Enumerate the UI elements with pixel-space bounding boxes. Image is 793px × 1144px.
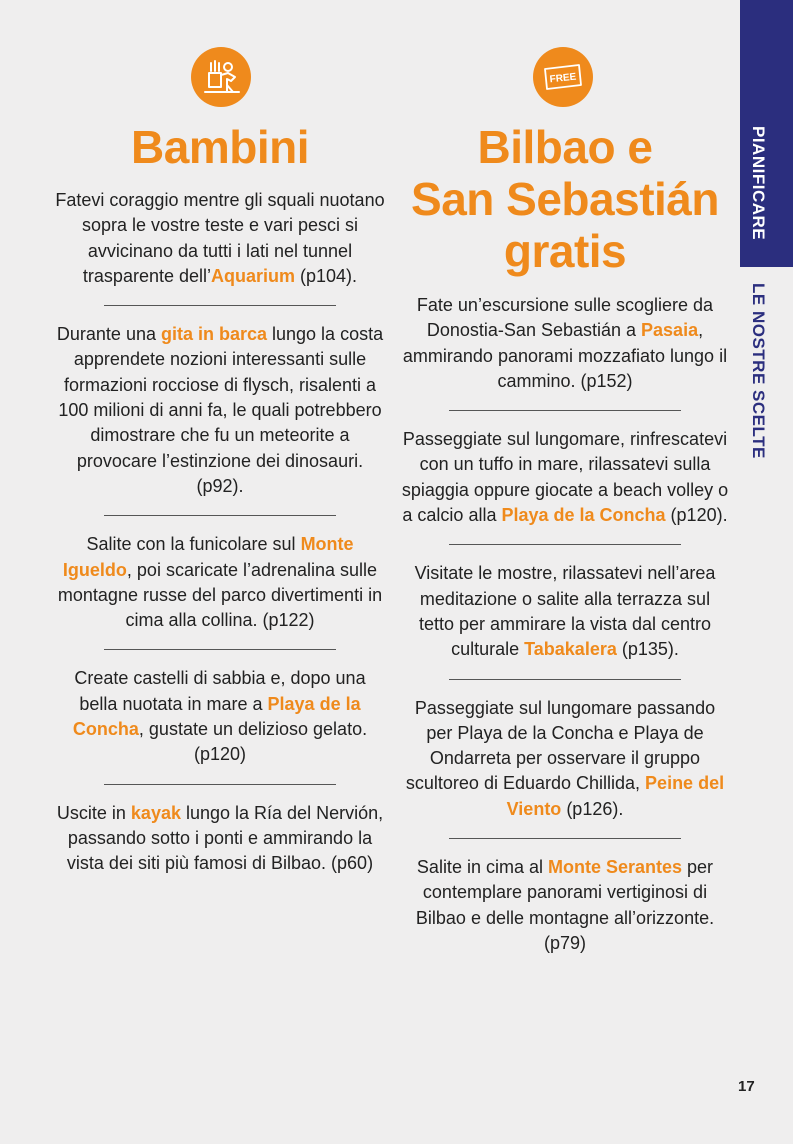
free-title-line-1: Bilbao e bbox=[477, 121, 653, 173]
highlight-link[interactable]: Aquarium bbox=[211, 265, 296, 286]
divider bbox=[104, 784, 336, 785]
divider bbox=[449, 410, 681, 411]
highlight-link[interactable]: gita in barca bbox=[160, 324, 268, 345]
divider bbox=[449, 544, 681, 545]
free-entries bbox=[398, 293, 732, 956]
children-entries bbox=[52, 188, 388, 877]
entry-text: (p126). bbox=[561, 798, 624, 819]
entry-text: lungo la Ría del Nervión, passando sotto i ponti e ammirando la vista dei siti più famosi di Bilbao. (p60) bbox=[66, 802, 384, 874]
entry-paragraph bbox=[398, 855, 732, 956]
entry-text: per contemplare panorami vertiginosi di Bilbao e delle montagne all’orizzonte. (p79) bbox=[415, 857, 715, 953]
entry-paragraph bbox=[52, 532, 388, 633]
highlight-link[interactable]: kayak bbox=[130, 802, 181, 823]
entry-text: , poi scaricate l’adrenalina sulle montagne russe del parco divertimenti in cima alla collina. (p122) bbox=[57, 559, 383, 631]
highlight-link[interactable]: Monte Igueldo bbox=[62, 534, 354, 580]
entry-text: (p120). bbox=[665, 505, 728, 526]
section-label: PIANIFICARE bbox=[749, 126, 768, 241]
entry-paragraph bbox=[398, 427, 732, 528]
entry-paragraph bbox=[52, 322, 388, 499]
free-title bbox=[398, 121, 732, 277]
entry-text: Passeggiate sul lungomare, rinfrescatevi con un tuffo in mare, rilassatevi sulla spiaggia oppure giocate a beach volley o a calcio alla bbox=[401, 429, 729, 526]
divider bbox=[104, 649, 336, 650]
free-title-line-2: San Sebastián bbox=[411, 173, 719, 225]
entry-text: Passeggiate sul lungomare passando per Playa de la Concha e Playa de Ondarreta per osservare il gruppo scultoreo di Eduardo Chillida, bbox=[405, 697, 716, 794]
free-label: FREE bbox=[549, 71, 577, 86]
highlight-link[interactable]: Tabakalera bbox=[524, 639, 617, 660]
entry-text: Salite con la funicolare sul bbox=[86, 534, 301, 555]
entry-paragraph bbox=[52, 801, 388, 877]
entry-paragraph bbox=[52, 188, 388, 289]
entry-text: Salite in cima al bbox=[416, 857, 548, 878]
highlight-link[interactable]: Monte Serantes bbox=[547, 857, 683, 878]
divider bbox=[104, 305, 336, 306]
page-number: 17 bbox=[738, 1078, 755, 1095]
subsection-label: LE NOSTRE SCELTE bbox=[749, 283, 768, 459]
divider bbox=[449, 838, 681, 839]
highlight-link[interactable]: Peine del Viento bbox=[506, 773, 725, 819]
highlight-link[interactable]: Pasaia bbox=[641, 320, 699, 341]
entry-text: , gustate un delizioso gelato. (p120) bbox=[138, 719, 368, 765]
entry-paragraph bbox=[398, 696, 732, 822]
entry-text: Create castelli di sabbia e, dopo una bella nuotata in mare a bbox=[74, 668, 366, 714]
child-play-icon bbox=[191, 47, 251, 107]
entry-text: (p104). bbox=[295, 265, 358, 286]
entry-text: , ammirando panorami mozzafiato lungo il cammino. (p152) bbox=[402, 320, 728, 391]
entry-text: (p135). bbox=[616, 639, 679, 660]
divider bbox=[104, 515, 336, 516]
children-title: Bambini bbox=[131, 121, 309, 173]
entry-text: Visitate le mostre, rilassatevi nell’area meditazione o salite alla terrazza sul tetto per ammirare la vista dal centro culturale bbox=[414, 563, 716, 660]
entry-paragraph bbox=[398, 293, 732, 394]
divider bbox=[449, 679, 681, 680]
entry-paragraph bbox=[398, 561, 732, 662]
entry-text: Fatevi coraggio mentre gli squali nuotano sopra le vostre teste e vari pesci si avvicinano da tutti i lati nel tunnel trasparente dell’ bbox=[55, 190, 385, 286]
highlight-link[interactable]: Playa de la Concha bbox=[501, 505, 666, 526]
highlight-link[interactable]: Playa de la Concha bbox=[72, 693, 361, 740]
entry-text: Fate un’escursione sulle scogliere da Donostia-San Sebastián a bbox=[416, 295, 714, 341]
free-title-line-3: gratis bbox=[503, 225, 627, 277]
entry-paragraph bbox=[52, 666, 388, 767]
entry-text: Durante una bbox=[56, 324, 161, 345]
entry-text: Uscite in bbox=[56, 802, 131, 823]
free-ticket-icon bbox=[533, 47, 593, 107]
entry-text: lungo la costa apprendete nozioni interessanti sulle formazioni rocciose di flysch, risalenti a 100 milioni di anni fa, le quali potrebbero dimostrare che fu un meteorite a provocare l’estinzione dei dinosauri. (p92). bbox=[58, 324, 384, 496]
